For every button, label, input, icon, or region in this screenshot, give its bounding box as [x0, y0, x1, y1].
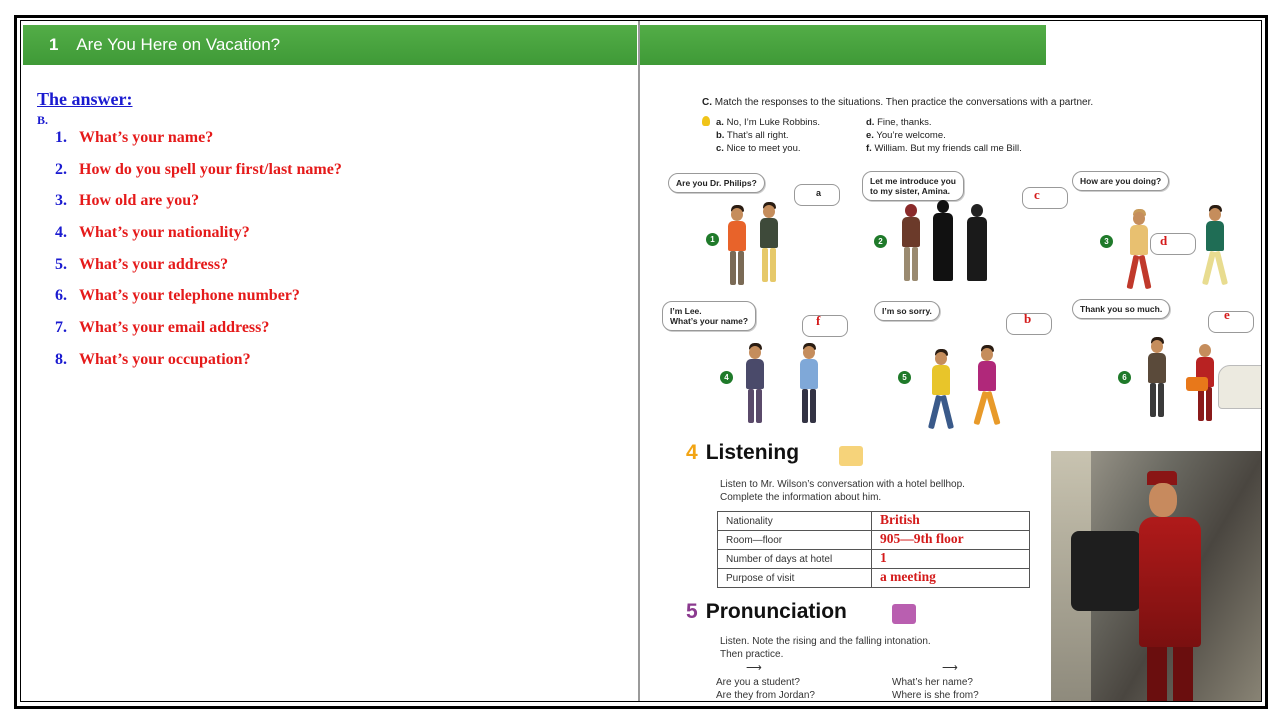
unit-title: Are You Here on Vacation? [76, 35, 281, 54]
bubble-text: How are you doing? [1080, 176, 1162, 186]
answer-title: The answer: [37, 89, 133, 109]
response-d [866, 117, 931, 128]
scene-number-3: 3 [1100, 235, 1113, 248]
info-table [717, 511, 1030, 588]
listening-instruction [720, 478, 965, 504]
bubble-text: Thank you so much. [1080, 304, 1163, 314]
scene-number-4: 4 [720, 371, 733, 384]
speech-bubble-5 [874, 301, 940, 321]
row-label: Purpose of visit [718, 569, 872, 588]
answer-4: f [816, 313, 821, 328]
list-item [55, 159, 342, 191]
page-header-bar [640, 25, 1046, 65]
row-value: 1 [872, 550, 1030, 569]
list-item [55, 285, 342, 317]
list-item [55, 254, 342, 286]
section-number: 5 [686, 600, 698, 623]
bubble-text: What’s your name? [670, 316, 749, 326]
answer-3: d [1160, 233, 1168, 248]
luggage-illustration [1186, 377, 1208, 391]
instruction-text: Complete the information about him. [720, 492, 882, 503]
row-label: Number of days at hotel [718, 550, 872, 569]
exercise-c-instruction [702, 97, 1093, 108]
question-text: What’s your telephone number? [79, 287, 300, 305]
instruction-text: Then practice. [720, 649, 784, 660]
answer-6: e [1224, 307, 1230, 322]
rising-arrow-icon: ⟶ [746, 662, 762, 674]
row-label: Nationality [718, 512, 872, 531]
answer-bubble-3 [1150, 233, 1196, 255]
exercise-label: C. [702, 97, 712, 108]
bellhop-photo [1051, 451, 1262, 702]
question-text: What’s your occupation? [79, 350, 251, 368]
answer-page [21, 21, 638, 702]
unit-header [23, 25, 637, 65]
falling-examples [892, 676, 979, 702]
speech-bubble-1 [668, 173, 765, 193]
question-number: 7. [55, 319, 67, 337]
response-b [716, 130, 789, 141]
instruction-text: Listen. Note the rising and the falling intonation. [720, 636, 931, 647]
list-item [55, 317, 342, 349]
audio-icon [839, 446, 863, 466]
response-f [866, 143, 1022, 154]
section-number: 4 [686, 441, 698, 464]
response-letter: b. [716, 130, 725, 141]
response-c [716, 143, 801, 154]
response-text: That’s all right. [726, 130, 789, 141]
lightbulb-icon [702, 116, 710, 126]
example-text: What’s her name? [892, 677, 973, 688]
question-text: How do you spell your first/last name? [79, 160, 342, 178]
response-text: William. But my friends call me Bill. [874, 143, 1022, 154]
response-text: No, I’m Luke Robbins. [726, 117, 821, 128]
response-letter: a. [716, 117, 724, 128]
response-text: Nice to meet you. [726, 143, 801, 154]
question-text: What’s your nationality? [79, 224, 250, 242]
answer-bubble-4 [802, 315, 848, 337]
instruction-text: Match the responses to the situations. Then practice the conversations with a partner. [714, 97, 1094, 108]
answer-2: c [1034, 187, 1040, 202]
bubble-text: Let me introduce you [870, 176, 956, 186]
question-text: What’s your email address? [79, 319, 270, 337]
speech-bubble-3 [1072, 171, 1169, 191]
list-item [55, 222, 342, 254]
list-item [55, 349, 342, 381]
table-row [718, 512, 1030, 531]
bubble-text: I’m so sorry. [882, 306, 932, 316]
question-number: 8. [55, 350, 67, 368]
row-value: 905—9th floor [872, 531, 1030, 550]
response-letter: d. [866, 117, 875, 128]
question-list [55, 127, 342, 381]
scene-number-2: 2 [874, 235, 887, 248]
question-number: 3. [55, 192, 67, 210]
section-label: B. [37, 113, 49, 127]
question-number: 5. [55, 255, 67, 273]
example-text: Where is she from? [892, 690, 979, 701]
question-number: 1. [55, 129, 67, 146]
question-number: 2. [55, 160, 67, 178]
row-label: Room—floor [718, 531, 872, 550]
falling-arrow-icon: ⟶ [942, 662, 958, 674]
section-title: Listening [705, 441, 800, 464]
rising-examples [716, 676, 815, 702]
response-a [716, 117, 820, 128]
scene-number-6: 6 [1118, 371, 1131, 384]
bubble-text: Are you Dr. Philips? [676, 178, 757, 188]
pronunciation-instruction [720, 635, 931, 661]
car-illustration [1218, 365, 1262, 409]
list-item [55, 190, 342, 222]
scene-number-1: 1 [706, 233, 719, 246]
response-e [866, 130, 946, 141]
slide [20, 20, 1262, 702]
scene-number-5: 5 [898, 371, 911, 384]
example-text: Are you a student? [716, 677, 800, 688]
answer-5: b [1024, 311, 1032, 326]
question-text: How old are you? [79, 192, 200, 210]
lips-icon [892, 604, 916, 624]
answer-bubble-6 [1208, 311, 1254, 333]
list-item [55, 127, 342, 159]
response-letter: f. [866, 143, 872, 154]
table-row [718, 550, 1030, 569]
table-row [718, 531, 1030, 550]
speech-bubble-4 [662, 301, 756, 331]
bubble-text: I’m Lee. [670, 306, 702, 316]
bubble-text: to my sister, Amina. [870, 186, 950, 196]
response-letter: c. [716, 143, 724, 154]
speech-bubble-2 [862, 171, 964, 201]
table-row [718, 569, 1030, 588]
unit-number: 1 [49, 35, 59, 54]
row-value: British [872, 512, 1030, 531]
response-text: You’re welcome. [876, 130, 946, 141]
listening-heading [686, 441, 799, 465]
instruction-text: Listen to Mr. Wilson’s conversation with a hotel bellhop. [720, 479, 965, 490]
response-letter: e. [866, 130, 874, 141]
pronunciation-heading [686, 600, 847, 624]
speech-bubble-6 [1072, 299, 1170, 319]
question-text: What’s your address? [79, 255, 229, 273]
example-text: Are they from Jordan? [716, 690, 815, 701]
question-text: What’s your name? [79, 129, 214, 146]
response-text: Fine, thanks. [877, 117, 932, 128]
question-number: 6. [55, 287, 67, 305]
answer-1: a [816, 188, 822, 198]
question-number: 4. [55, 224, 67, 242]
textbook-page [640, 21, 1262, 702]
answer-bubble-2 [1022, 187, 1068, 209]
row-value: a meeting [872, 569, 1030, 588]
section-title: Pronunciation [705, 600, 847, 623]
